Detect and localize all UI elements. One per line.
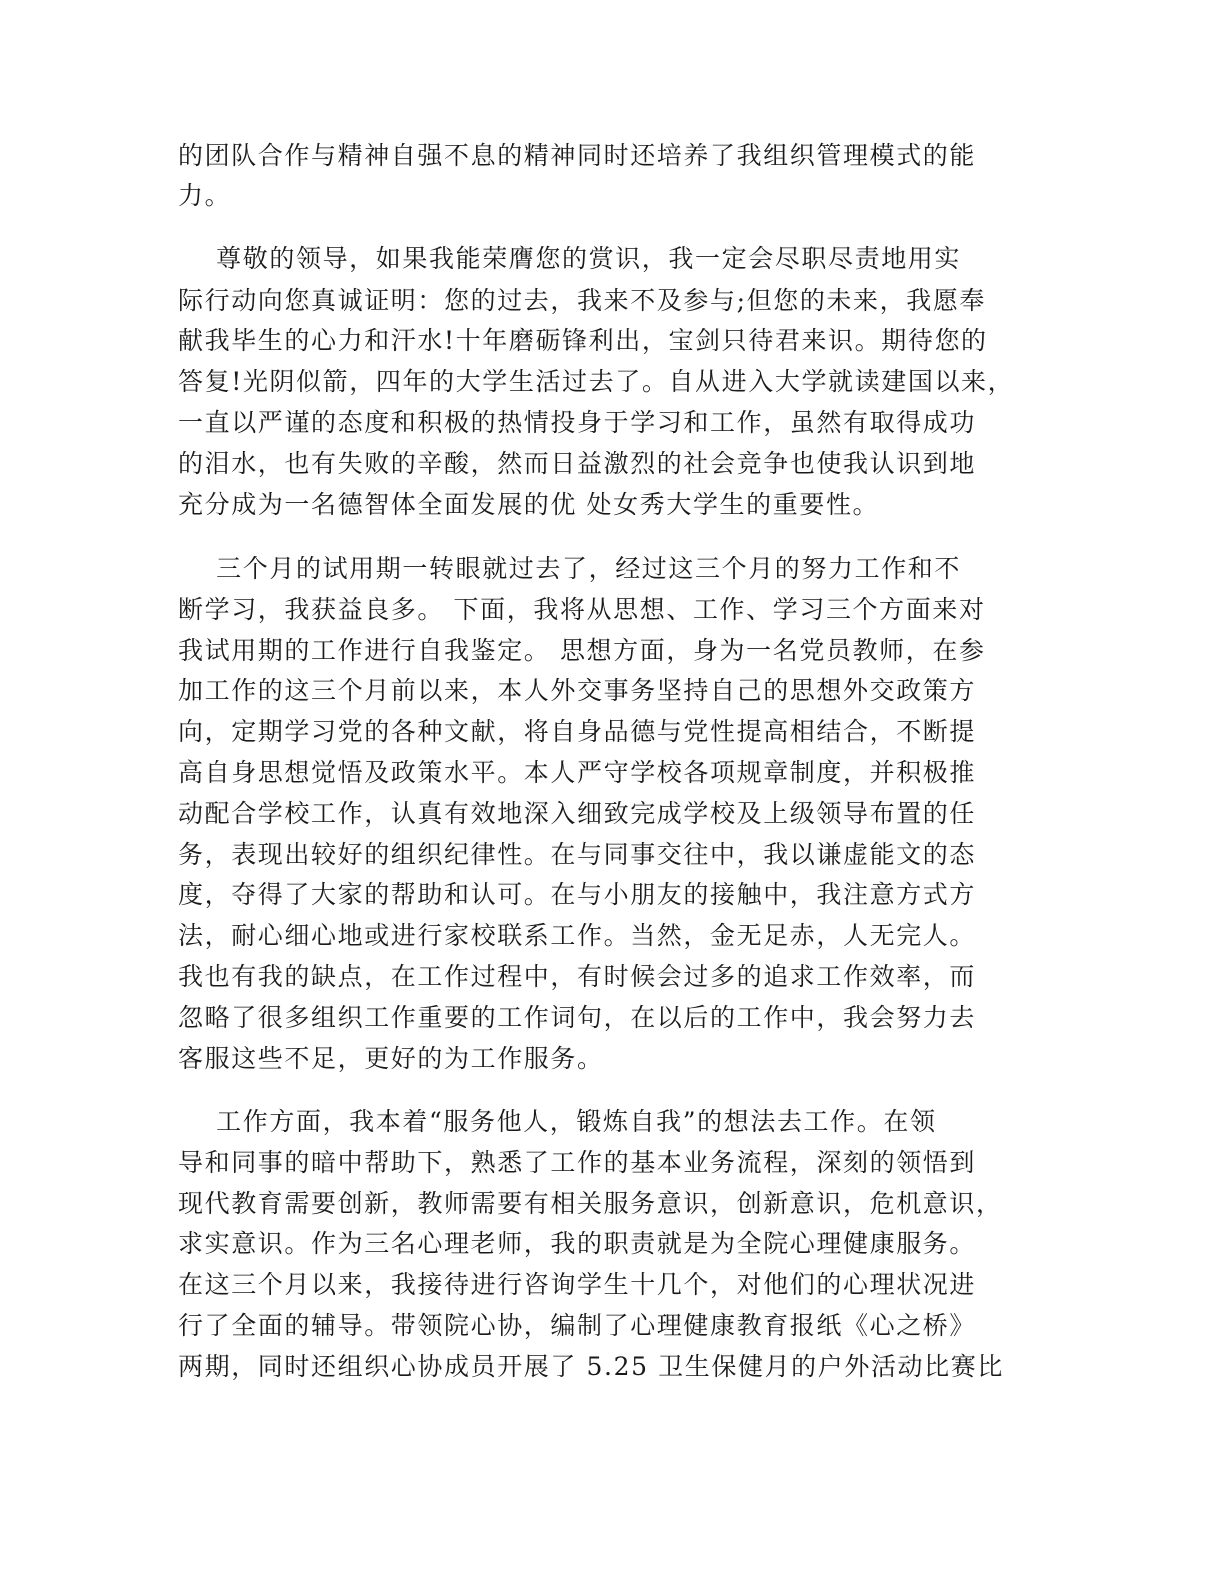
paragraph-line: 向，定期学习党的各种文献，将自身品德与党性提高相结合，不断提: [178, 717, 977, 746]
paragraph-line: 度，夺得了大家的帮助和认可。在与小朋友的接触中，我注意方式方: [178, 880, 977, 909]
paragraph-line: 务，表现出较好的组织纪律性。在与同事交往中，我以谦虚能文的态: [178, 840, 977, 869]
paragraph-line: 力。: [178, 181, 232, 210]
paragraph-line: 客服这些不足，更好的为工作服务。: [178, 1044, 604, 1073]
paragraph-line: 法，耐心细心地或进行家校联系工作。当然，金无足赤，人无完人。: [178, 921, 977, 950]
paragraph-line: 尊敬的领导，如果我能荣膺您的赏识，我一定会尽职尽责地用实: [178, 244, 961, 273]
paragraph-line: 加工作的这三个月前以来，本人外交事务坚持自己的思想外交政策方: [178, 676, 977, 705]
paragraph-line: 工作方面，我本着“服务他人，锻炼自我”的想法去工作。在领: [178, 1107, 937, 1136]
paragraph-line: 忽略了很多组织工作重要的工作词句，在以后的工作中，我会努力去: [178, 1003, 977, 1032]
paragraph-line: 我也有我的缺点，在工作过程中，有时候会过多的追求工作效率，而: [178, 962, 977, 991]
paragraph-line: 动配合学校工作，认真有效地深入细致完成学校及上级领导布置的任: [178, 799, 977, 828]
paragraph-line: 在这三个月以来，我接待进行咨询学生十几个，对他们的心理状况进: [178, 1270, 977, 1299]
paragraph-line: 导和同事的暗中帮助下，熟悉了工作的基本业务流程，深刻的领悟到: [178, 1148, 977, 1177]
paragraph-line: 充分成为一名德智体全面发展的优 处女秀大学生的重要性。: [178, 490, 880, 519]
paragraph-line: 求实意识。作为三名心理老师，我的职责就是为全院心理健康服务。: [178, 1229, 977, 1258]
paragraph-line: 两期，同时还组织心协成员开展了 5.25 卫生保健月的户外活动比赛比: [178, 1352, 1004, 1381]
paragraph-line: 的团队合作与精神自强不息的精神同时还培养了我组织管理模式的能: [178, 141, 977, 170]
paragraph-line: 断学习，我获益良多。 下面，我将从思想、工作、学习三个方面来对: [178, 595, 986, 624]
paragraph-line: 高自身思想觉悟及政策水平。本人严守学校各项规章制度，并积极推: [178, 758, 977, 787]
paragraph-line: 答复!光阴似箭，四年的大学生活过去了。自从进入大学就读建国以来，: [178, 367, 1015, 396]
paragraph-line: 一直以严谨的态度和积极的热情投身于学习和工作，虽然有取得成功: [178, 408, 977, 437]
paragraph-line: 献我毕生的心力和汗水!十年磨砺锋利出，宝剑只待君来识。期待您的: [178, 326, 988, 355]
paragraph-line: 的泪水，也有失败的辛酸，然而日益激烈的社会竞争也使我认识到地: [178, 449, 977, 478]
paragraph-line: 三个月的试用期一转眼就过去了，经过这三个月的努力工作和不: [178, 554, 961, 583]
paragraph-line: 际行动向您真诚证明：您的过去，我来不及参与;但您的未来，我愿奉: [178, 286, 987, 315]
paragraph-line: 我试用期的工作进行自我鉴定。 思想方面，身为一名党员教师，在参: [178, 636, 986, 665]
paragraph-line: 现代教育需要创新，教师需要有相关服务意识，创新意识，危机意识，: [178, 1189, 1003, 1218]
paragraph-line: 行了全面的辅导。带领院心协，编制了心理健康教育报纸《心之桥》: [178, 1311, 977, 1340]
